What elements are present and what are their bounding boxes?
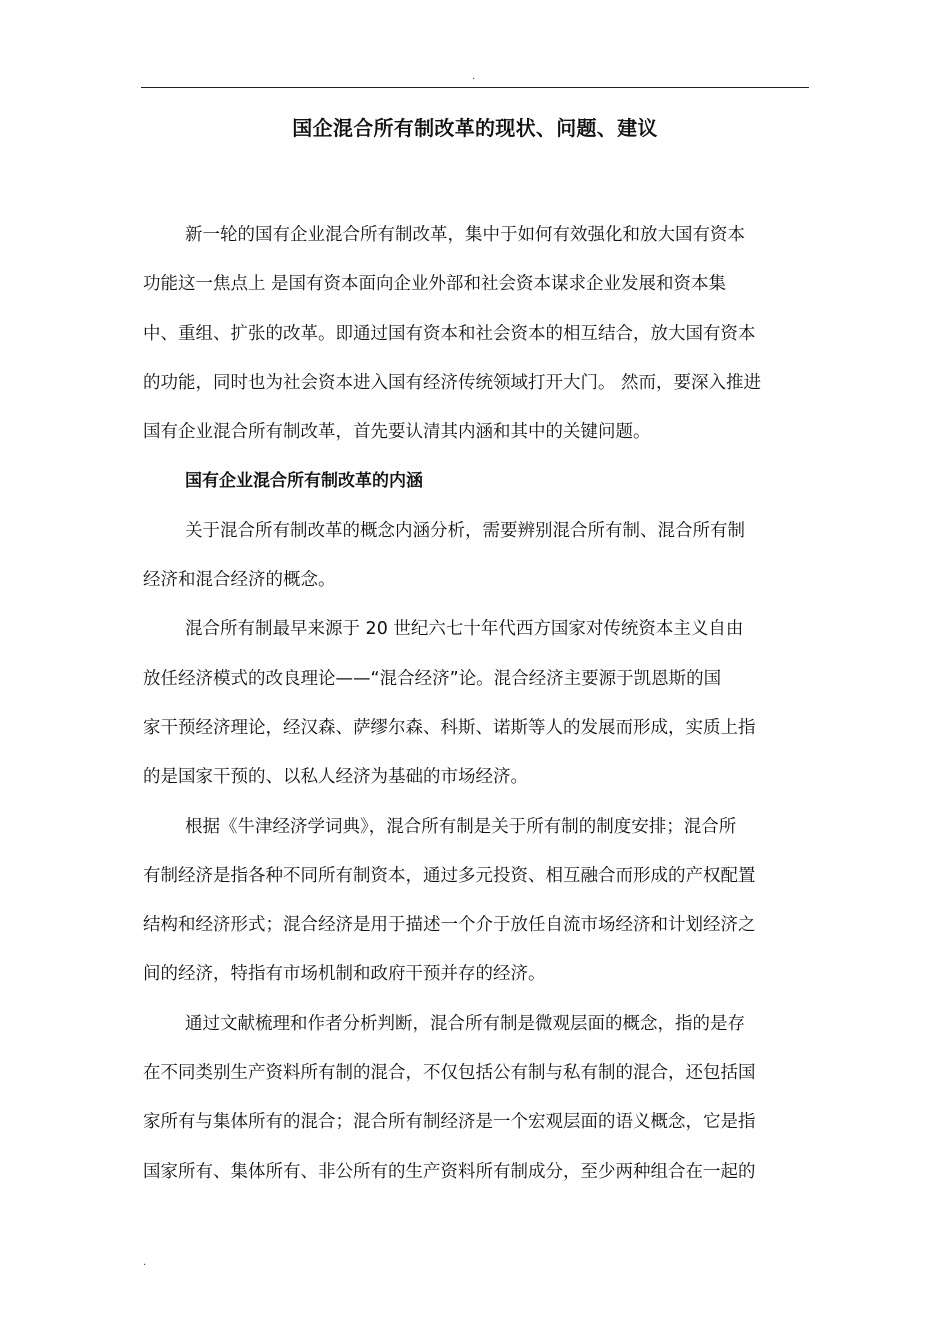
header-rule [141,87,809,88]
section-heading [143,457,843,506]
text-line: 放任经济模式的改良理论——“混合经济”论。混合经济主要源于凯恩斯的国 [143,668,722,689]
text-line: 关于混合所有制改革的概念内涵分析，需要辨别混合所有制、混合所有制 [185,520,745,541]
document-body [143,211,843,1197]
text-line: 在不同类别生产资料所有制的混合，不仅包括公有制与私有制的混合，还包括国 [143,1063,756,1084]
text-line: 根据《牛津经济学词典》，混合所有制是关于所有制的制度安排；混合所 [185,816,737,837]
text-line: 的是国家干预的、以私人经济为基础的市场经济。 [143,767,528,788]
text-line: 的功能，同时也为社会资本进入国有经济传统领域打开大门。 然而，要深入推进 [143,372,762,393]
footer-mark: . [143,1257,147,1268]
heading-line: 国有企业混合所有制改革的内涵 [185,471,423,492]
text-line: 中、重组、扩张的改革。即通过国有资本和社会资本的相互结合，放大国有资本 [143,323,756,344]
text-line: 国有企业混合所有制改革，首先要认清其内涵和其中的关键问题。 [143,422,651,443]
paragraph-analysis [143,1000,843,1197]
text-line: 结构和经济形式；混合经济是用于描述一个介于放任自流市场经济和计划经济之 [143,915,756,936]
text-line: 间的经济，特指有市场机制和政府干预并存的经济。 [143,964,546,985]
header-mark: . [472,71,476,82]
text-line: 家所有与集体所有的混合；混合所有制经济是一个宏观层面的语义概念，它是指 [143,1112,756,1133]
paragraph-dictionary [143,803,843,1000]
text-line: 经济和混合经济的概念。 [143,570,336,591]
paragraph-intro [143,211,843,457]
document-title: 国企混合所有制改革的现状、问题、建议 [292,116,658,140]
paragraph-origin [143,605,843,802]
text-line: 国家所有、集体所有、非公所有的生产资料所有制成分，至少两种组合在一起的 [143,1161,756,1182]
text-line: 功能这一焦点上 是国有资本面向企业外部和社会资本谋求企业发展和资本集 [143,274,727,295]
paragraph-concept [143,507,843,606]
text-line: 家干预经济理论，经汉森、萨缪尔森、科斯、诺斯等人的发展而形成，实质上指 [143,717,756,738]
text-line: 通过文献梳理和作者分析判断，混合所有制是微观层面的概念，指的是存 [185,1013,745,1034]
text-line: 新一轮的国有企业混合所有制改革，集中于如何有效强化和放大国有资本 [185,225,745,245]
text-line: 混合所有制最早来源于 20 世纪六七十年代西方国家对传统资本主义自由 [185,619,744,640]
text-line: 有制经济是指各种不同所有制资本，通过多元投资、相互融合而形成的产权配置 [143,865,756,886]
